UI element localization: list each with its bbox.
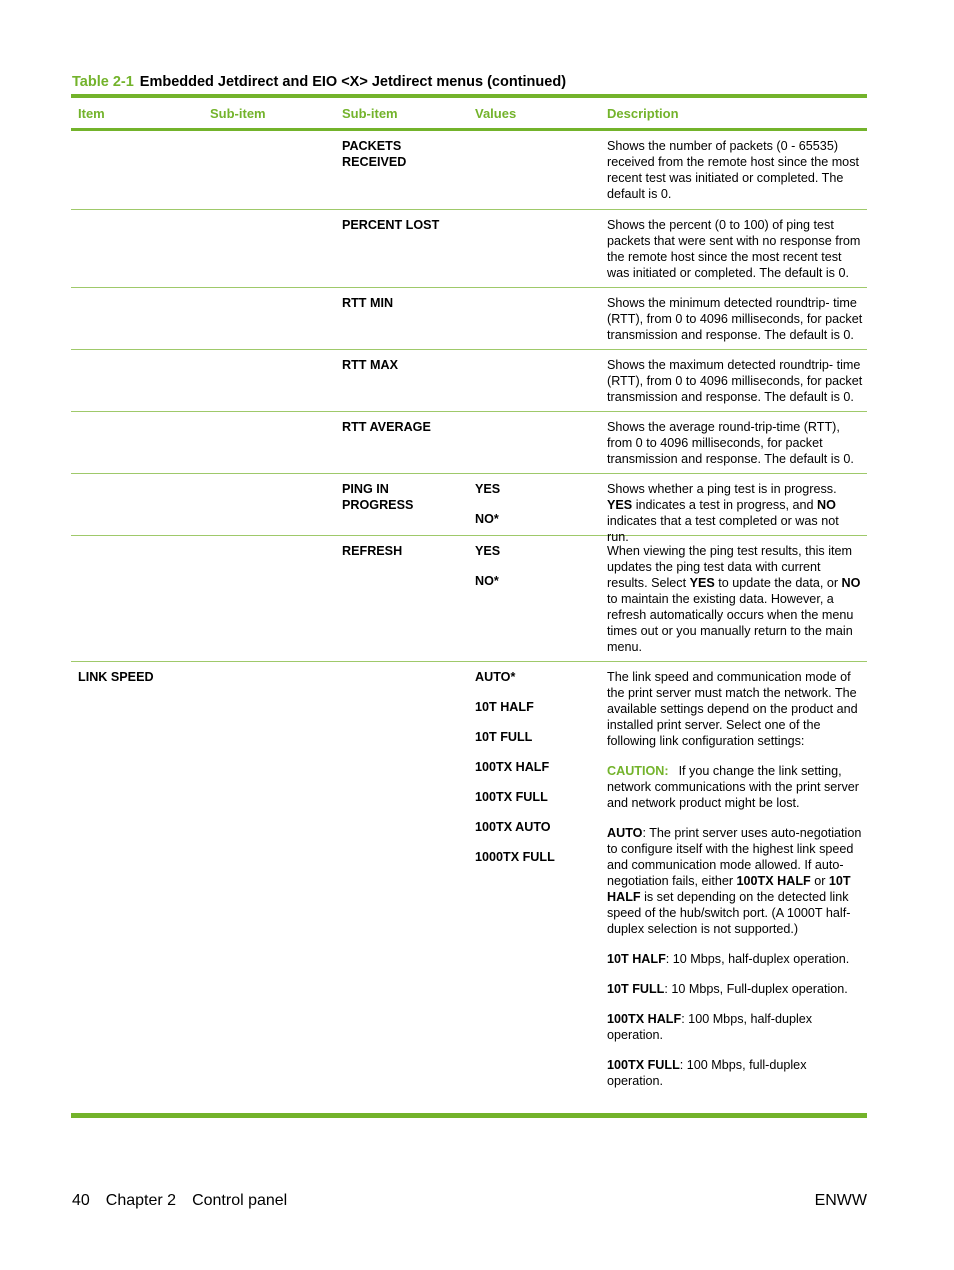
table-bottom-rule bbox=[71, 1113, 867, 1118]
page-footer bbox=[72, 1192, 867, 1210]
value-10t-full: 10T FULL bbox=[475, 730, 533, 744]
description-cell: Shows the maximum detected roundtrip- time (RTT), from 0 to 4096 milliseconds, for packet transmission and response. The default is 0. bbox=[607, 358, 863, 404]
value-no-default: NO* bbox=[475, 512, 499, 526]
table-row bbox=[71, 350, 867, 412]
header-subitem-1: Sub-item bbox=[210, 105, 266, 121]
description-cell: Shows whether a ping test is in progress. YES indicates a test in progress, and NO indicates that a test completed or was not run. bbox=[607, 482, 839, 544]
table-row bbox=[71, 412, 867, 474]
header-item: Item bbox=[78, 105, 105, 121]
link-speed-description bbox=[600, 662, 867, 1113]
value-100tx-full: 100TX FULL bbox=[475, 790, 548, 804]
value-100tx-half: 100TX HALF bbox=[475, 760, 550, 774]
table-title: Embedded Jetdirect and EIO <X> Jetdirect menus (continued) bbox=[139, 74, 567, 90]
value-100tx-auto: 100TX AUTO bbox=[475, 820, 551, 834]
10t-full-description: 10T FULL: 10 Mbps, Full-duplex operation. bbox=[607, 982, 848, 996]
link-speed-values bbox=[468, 662, 600, 1113]
table-row bbox=[71, 474, 867, 544]
table-row bbox=[71, 210, 867, 288]
description-cell: Shows the percent (0 to 100) of ping test packets that were sent with no response from the remote host since the most recent test was initiated or completed. The default is 0. bbox=[607, 218, 861, 280]
page-number: 40 bbox=[72, 1192, 90, 1209]
chapter-label: Chapter 2 bbox=[105, 1192, 177, 1209]
footer-enww: ENWW bbox=[814, 1192, 867, 1209]
table-caption bbox=[72, 74, 566, 90]
value-1000tx-full: 1000TX FULL bbox=[475, 850, 555, 864]
description-cell: Shows the minimum detected roundtrip- time (RTT), from 0 to 4096 milliseconds, for packet transmission and response. The default is 0. bbox=[607, 296, 863, 342]
subitem-packets-received: PACKETS RECEIVED bbox=[342, 139, 407, 169]
table-row bbox=[71, 131, 867, 210]
table-row bbox=[71, 288, 867, 350]
table-row-link-speed bbox=[71, 662, 867, 1113]
section-label: Control panel bbox=[192, 1192, 288, 1209]
subitem-refresh: REFRESH bbox=[342, 544, 403, 558]
subitem-rtt-max: RTT MAX bbox=[342, 358, 398, 372]
header-subitem-2: Sub-item bbox=[342, 105, 398, 121]
caution-label: CAUTION: bbox=[607, 764, 669, 778]
subitem-percent-lost: PERCENT LOST bbox=[342, 218, 440, 232]
100tx-half-description: 100TX HALF: 100 Mbps, half-duplex operation. bbox=[607, 1012, 813, 1042]
value-no-default: NO* bbox=[475, 574, 499, 588]
value-10t-half: 10T HALF bbox=[475, 700, 534, 714]
table-number: Table 2-1 bbox=[72, 74, 134, 90]
subitem-ping-in-progress: PING IN PROGRESS bbox=[342, 482, 414, 512]
header-description: Description bbox=[607, 105, 679, 121]
link-intro: The link speed and communication mode of the print server must match the network. The available settings depend on the product and installed print server. Select one of the following link configuration settings: bbox=[607, 670, 858, 748]
description-cell: Shows the number of packets (0 - 65535) received from the remote host since the most recent test was initiated or completed. The default is 0. bbox=[607, 139, 859, 201]
auto-description: AUTO: The print server uses auto-negotiation to configure itself with the highest link speed and communication mode allowed. If auto-negotiation fails, either 100TX HALF or 10T HALF is set depending on the detected link speed of the hub/switch port. (A 1000T half-duplex selection is not supported.) bbox=[607, 826, 862, 936]
value-yes: YES bbox=[475, 544, 501, 558]
jetdirect-menu-table bbox=[71, 94, 867, 1118]
header-values: Values bbox=[475, 105, 517, 121]
10t-half-description: 10T HALF: 10 Mbps, half-duplex operation. bbox=[607, 952, 850, 966]
item-link-speed: LINK SPEED bbox=[78, 670, 154, 684]
description-cell: When viewing the ping test results, this item updates the ping test data with current results. Select YES to update the data, or NO to maintain the existing data. However, a refresh automatically occurs when the menu times out or you manually return to the main menu. bbox=[607, 544, 861, 654]
subitem-rtt-average: RTT AVERAGE bbox=[342, 420, 431, 434]
subitem-rtt-min: RTT MIN bbox=[342, 296, 394, 310]
value-yes: YES bbox=[475, 482, 501, 496]
table-row bbox=[71, 536, 867, 662]
table-header bbox=[71, 98, 867, 131]
100tx-full-description: 100TX FULL: 100 Mbps, full-duplex operation. bbox=[607, 1058, 807, 1088]
caution-note bbox=[607, 763, 863, 811]
description-cell: Shows the average round-trip-time (RTT), from 0 to 4096 milliseconds, for packet transmission and response. The default is 0. bbox=[607, 420, 854, 466]
value-auto: AUTO* bbox=[475, 670, 516, 684]
caution-text: If you change the link setting, network communications with the print server and network product might be lost. bbox=[607, 764, 859, 810]
